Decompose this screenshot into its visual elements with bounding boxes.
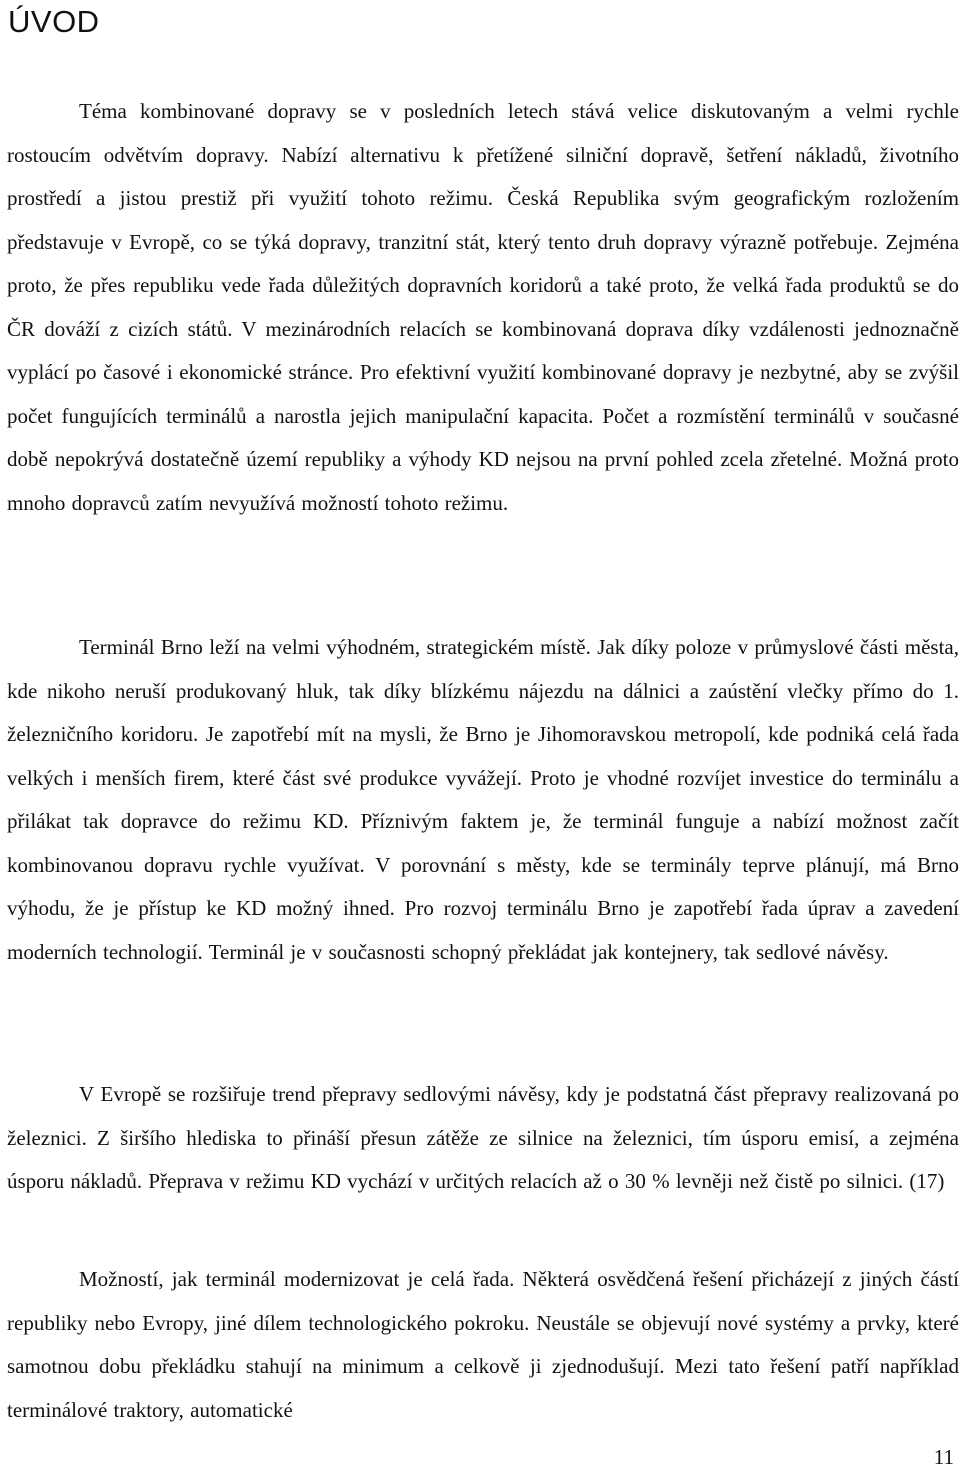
page-number: 11: [933, 1445, 954, 1469]
paragraph-3: V Evropě se rozšiřuje trend přepravy sedlovými návěsy, kdy je podstatná část přepravy realizovaná po železnici. Z širšího hlediska to přináší přesun zátěže ze silnice na železnici, tím úsporu emisí, a zejména úsporu nákladů. Přeprava v režimu KD vychází v určitých relacích až o 30 % levněji než čistě po silnici. (17): [7, 1082, 959, 1193]
paragraph-2: Terminál Brno leží na velmi výhodném, strategickém místě. Jak díky poloze v průmyslové části města, kde nikoho neruší produkovaný hluk, tak díky blízkému nájezdu na dálnici a zaústění vlečky přímo do 1. železničního koridoru. Je zapotřebí mít na mysli, že Brno je Jihomoravskou metropolí, kde podniká celá řada velkých i menších firem, které část své produkce vyvážejí. Proto je vhodné rozvíjet investice do terminálu a přilákat tak dopravce do režimu KD. Příznivým faktem je, že terminál funguje a nabízí možnost začít kombinovanou dopravu rychle využívat. V porovnání s městy, kde se terminály teprve plánují, má Brno výhodu, že je přístup ke KD možný ihned. Pro rozvoj terminálu Brno je zapotřebí řada úprav a zavedení moderních technologií. Terminál je v současnosti schopný překládat jak kontejnery, tak sedlové návěsy.: [7, 635, 959, 964]
paragraph-1: Téma kombinované dopravy se v posledních letech stává velice diskutovaným a velmi rychle rostoucím odvětvím dopravy. Nabízí alternativu k přetížené silniční dopravě, šetření nákladů, životního prostředí a jistou prestiž při využití tohoto režimu. Česká Republika svým geografickým rozložením představuje v Evropě, co se týká dopravy, tranzitní stát, který tento druh dopravy výrazně potřebuje. Zejména proto, že přes republiku vede řada důležitých dopravních koridorů a také proto, že velká řada produktů se do ČR dováží z cizích států. V mezinárodních relacích se kombinovaná doprava díky vzdálenosti jednoznačně vyplácí po časové i ekonomické stránce. Pro efektivní využití kombinované dopravy je nezbytné, aby se zvýšil počet fungujících terminálů a narostla jejich manipulační kapacita. Počet a rozmístění terminálů v současné době nepokrývá dostatečně území republiky a výhody KD nejsou na první pohled zcela zřetelné. Možná proto mnoho dopravců zatím nevyužívá možností tohoto režimu.: [7, 99, 959, 515]
paragraph-4: Možností, jak terminál modernizovat je celá řada. Některá osvědčená řešení přicházejí z jiných částí republiky nebo Evropy, jiné dílem technologického pokroku. Neustále se objevují nové systémy a prvky, které samotnou dobu překládku stahují na minimum a celkově ji zjednodušují. Mezi tato řešení patří například terminálové traktory, automatické: [7, 1267, 959, 1422]
section-heading: ÚVOD: [8, 4, 100, 39]
